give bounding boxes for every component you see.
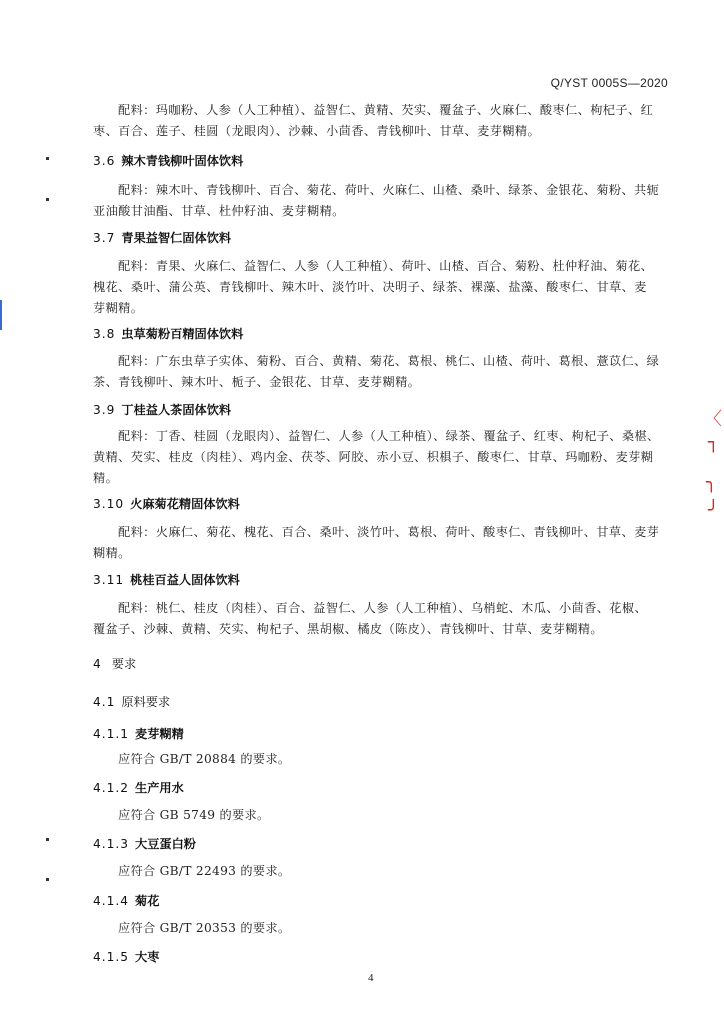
section-number: 4 bbox=[93, 657, 102, 671]
page-number: 4 bbox=[368, 972, 374, 984]
section-number: 4.1.1 bbox=[93, 727, 130, 741]
section-number: 3.6 bbox=[93, 154, 116, 168]
s311-ingredients-line1: 配料：桃仁、桂皮（肉桂）、百合、益智仁、人参（人工种植）、乌梢蛇、木瓜、小茴香、花椒、 bbox=[118, 601, 648, 615]
section-3-9-heading bbox=[93, 401, 231, 418]
section-4-1-3-heading bbox=[93, 835, 196, 852]
s35-ingredients-line2: 枣、百合、莲子、桂圆（龙眼肉）、沙棘、小茴香、青钱柳叶、甘草、麦芽糊精。 bbox=[93, 124, 541, 138]
section-title: 原料要求 bbox=[121, 695, 171, 709]
scan-speck bbox=[46, 878, 49, 881]
section-4-1-2-heading bbox=[93, 779, 184, 796]
section-4-1-5-heading bbox=[93, 948, 159, 965]
section-number: 3.7 bbox=[93, 231, 116, 245]
section-title: 大豆蛋白粉 bbox=[135, 837, 196, 851]
section-4-1-1-heading bbox=[93, 725, 184, 742]
section-number: 4.1.5 bbox=[93, 950, 130, 964]
s38-ingredients-line2: 茶、青钱柳叶、辣木叶、栀子、金银花、甘草、麦芽糊精。 bbox=[93, 375, 421, 389]
section-number: 3.9 bbox=[93, 403, 116, 417]
section-title: 辣木青钱柳叶固体饮料 bbox=[121, 154, 244, 168]
section-title: 生产用水 bbox=[135, 781, 184, 795]
section-4-1-heading bbox=[93, 693, 170, 710]
section-number: 3.8 bbox=[93, 327, 116, 341]
section-3-10-heading bbox=[93, 495, 240, 512]
section-number: 3.11 bbox=[93, 573, 125, 587]
section-number: 4.1.4 bbox=[93, 894, 130, 908]
s36-ingredients-line1: 配料：辣木叶、青钱柳叶、百合、菊花、荷叶、火麻仁、山楂、桑叶、绿茶、金银花、菊粉、共轭 bbox=[118, 183, 660, 197]
stamp-edge-mark: ╯ bbox=[708, 500, 719, 521]
s38-ingredients-line1: 配料：广东虫草子实体、菊粉、百合、黄精、菊花、葛根、桃仁、山楂、荷叶、葛根、薏苡仁、绿 bbox=[118, 354, 660, 368]
section-3-7-heading bbox=[93, 229, 231, 246]
s414-requirement: 应符合 GB/T 20353 的要求。 bbox=[118, 921, 291, 935]
stamp-edge-mark: ╮ bbox=[706, 472, 717, 493]
section-title: 大枣 bbox=[135, 950, 160, 964]
section-title: 火麻菊花精固体饮料 bbox=[130, 497, 240, 511]
section-4-1-4-heading bbox=[93, 892, 159, 909]
s35-ingredients-line1: 配料：玛咖粉、人参（人工种植）、益智仁、黄精、芡实、覆盆子、火麻仁、酸枣仁、枸杞子、红 bbox=[118, 103, 654, 117]
stamp-edge-mark: ┐ bbox=[708, 432, 719, 453]
section-3-6-heading bbox=[93, 152, 243, 169]
s412-requirement: 应符合 GB 5749 的要求。 bbox=[118, 808, 270, 822]
section-title: 青果益智仁固体饮料 bbox=[121, 231, 232, 245]
section-title: 麦芽糊精 bbox=[135, 727, 184, 741]
section-number: 3.10 bbox=[93, 497, 125, 511]
section-3-8-heading bbox=[93, 325, 243, 342]
s36-ingredients-line2: 亚油酸甘油酯、甘草、杜仲籽油、麦芽糊精。 bbox=[93, 204, 345, 218]
scan-speck bbox=[46, 198, 49, 201]
section-title: 要求 bbox=[111, 657, 137, 671]
s37-ingredients-line1: 配料：青果、火麻仁、益智仁、人参（人工种植）、荷叶、山楂、百合、菊粉、杜仲籽油、菊花、 bbox=[118, 259, 654, 273]
section-title: 丁桂益人茶固体饮料 bbox=[121, 403, 232, 417]
scan-speck bbox=[46, 157, 49, 160]
section-4-heading bbox=[93, 655, 136, 672]
standard-number: Q/YST 0005S—2020 bbox=[550, 76, 668, 90]
scan-speck bbox=[46, 838, 49, 841]
s411-requirement: 应符合 GB/T 20884 的要求。 bbox=[118, 752, 291, 766]
s311-ingredients-line2: 覆盆子、沙棘、黄精、芡实、枸杞子、黑胡椒、橘皮（陈皮）、青钱柳叶、甘草、麦芽糊精。 bbox=[93, 622, 603, 636]
s39-ingredients-line2: 黄精、芡实、桂皮（肉桂）、鸡内金、茯苓、阿胶、赤小豆、枳椇子、酸枣仁、甘草、玛咖粉、麦芽糊 bbox=[93, 450, 654, 464]
edge-mark bbox=[0, 300, 2, 330]
section-number: 4.1 bbox=[93, 695, 116, 709]
s39-ingredients-line1: 配料：丁香、桂圆（龙眼肉）、益智仁、人参（人工种植）、绿茶、覆盆子、红枣、枸杞子、桑椹、 bbox=[118, 429, 660, 443]
s37-ingredients-line3: 芽糊精。 bbox=[93, 301, 144, 315]
s37-ingredients-line2: 槐花、桑叶、蒲公英、青钱柳叶、辣木叶、淡竹叶、决明子、绿茶、裸藻、盐藻、酸枣仁、甘草、麦 bbox=[93, 280, 647, 294]
section-title: 菊花 bbox=[135, 894, 160, 908]
section-number: 4.1.3 bbox=[93, 837, 130, 851]
section-3-11-heading bbox=[93, 571, 240, 588]
s310-ingredients-line2: 糊精。 bbox=[93, 546, 131, 560]
stamp-edge-mark: 〈 bbox=[704, 409, 722, 430]
section-title: 桃桂百益人固体饮料 bbox=[130, 573, 240, 587]
section-title: 虫草菊粉百精固体饮料 bbox=[121, 327, 244, 341]
s413-requirement: 应符合 GB/T 22493 的要求。 bbox=[118, 864, 291, 878]
s39-ingredients-line3: 精。 bbox=[93, 471, 119, 485]
section-number: 4.1.2 bbox=[93, 781, 130, 795]
s310-ingredients-line1: 配料：火麻仁、菊花、槐花、百合、桑叶、淡竹叶、葛根、荷叶、酸枣仁、青钱柳叶、甘草、麦芽 bbox=[118, 525, 660, 539]
